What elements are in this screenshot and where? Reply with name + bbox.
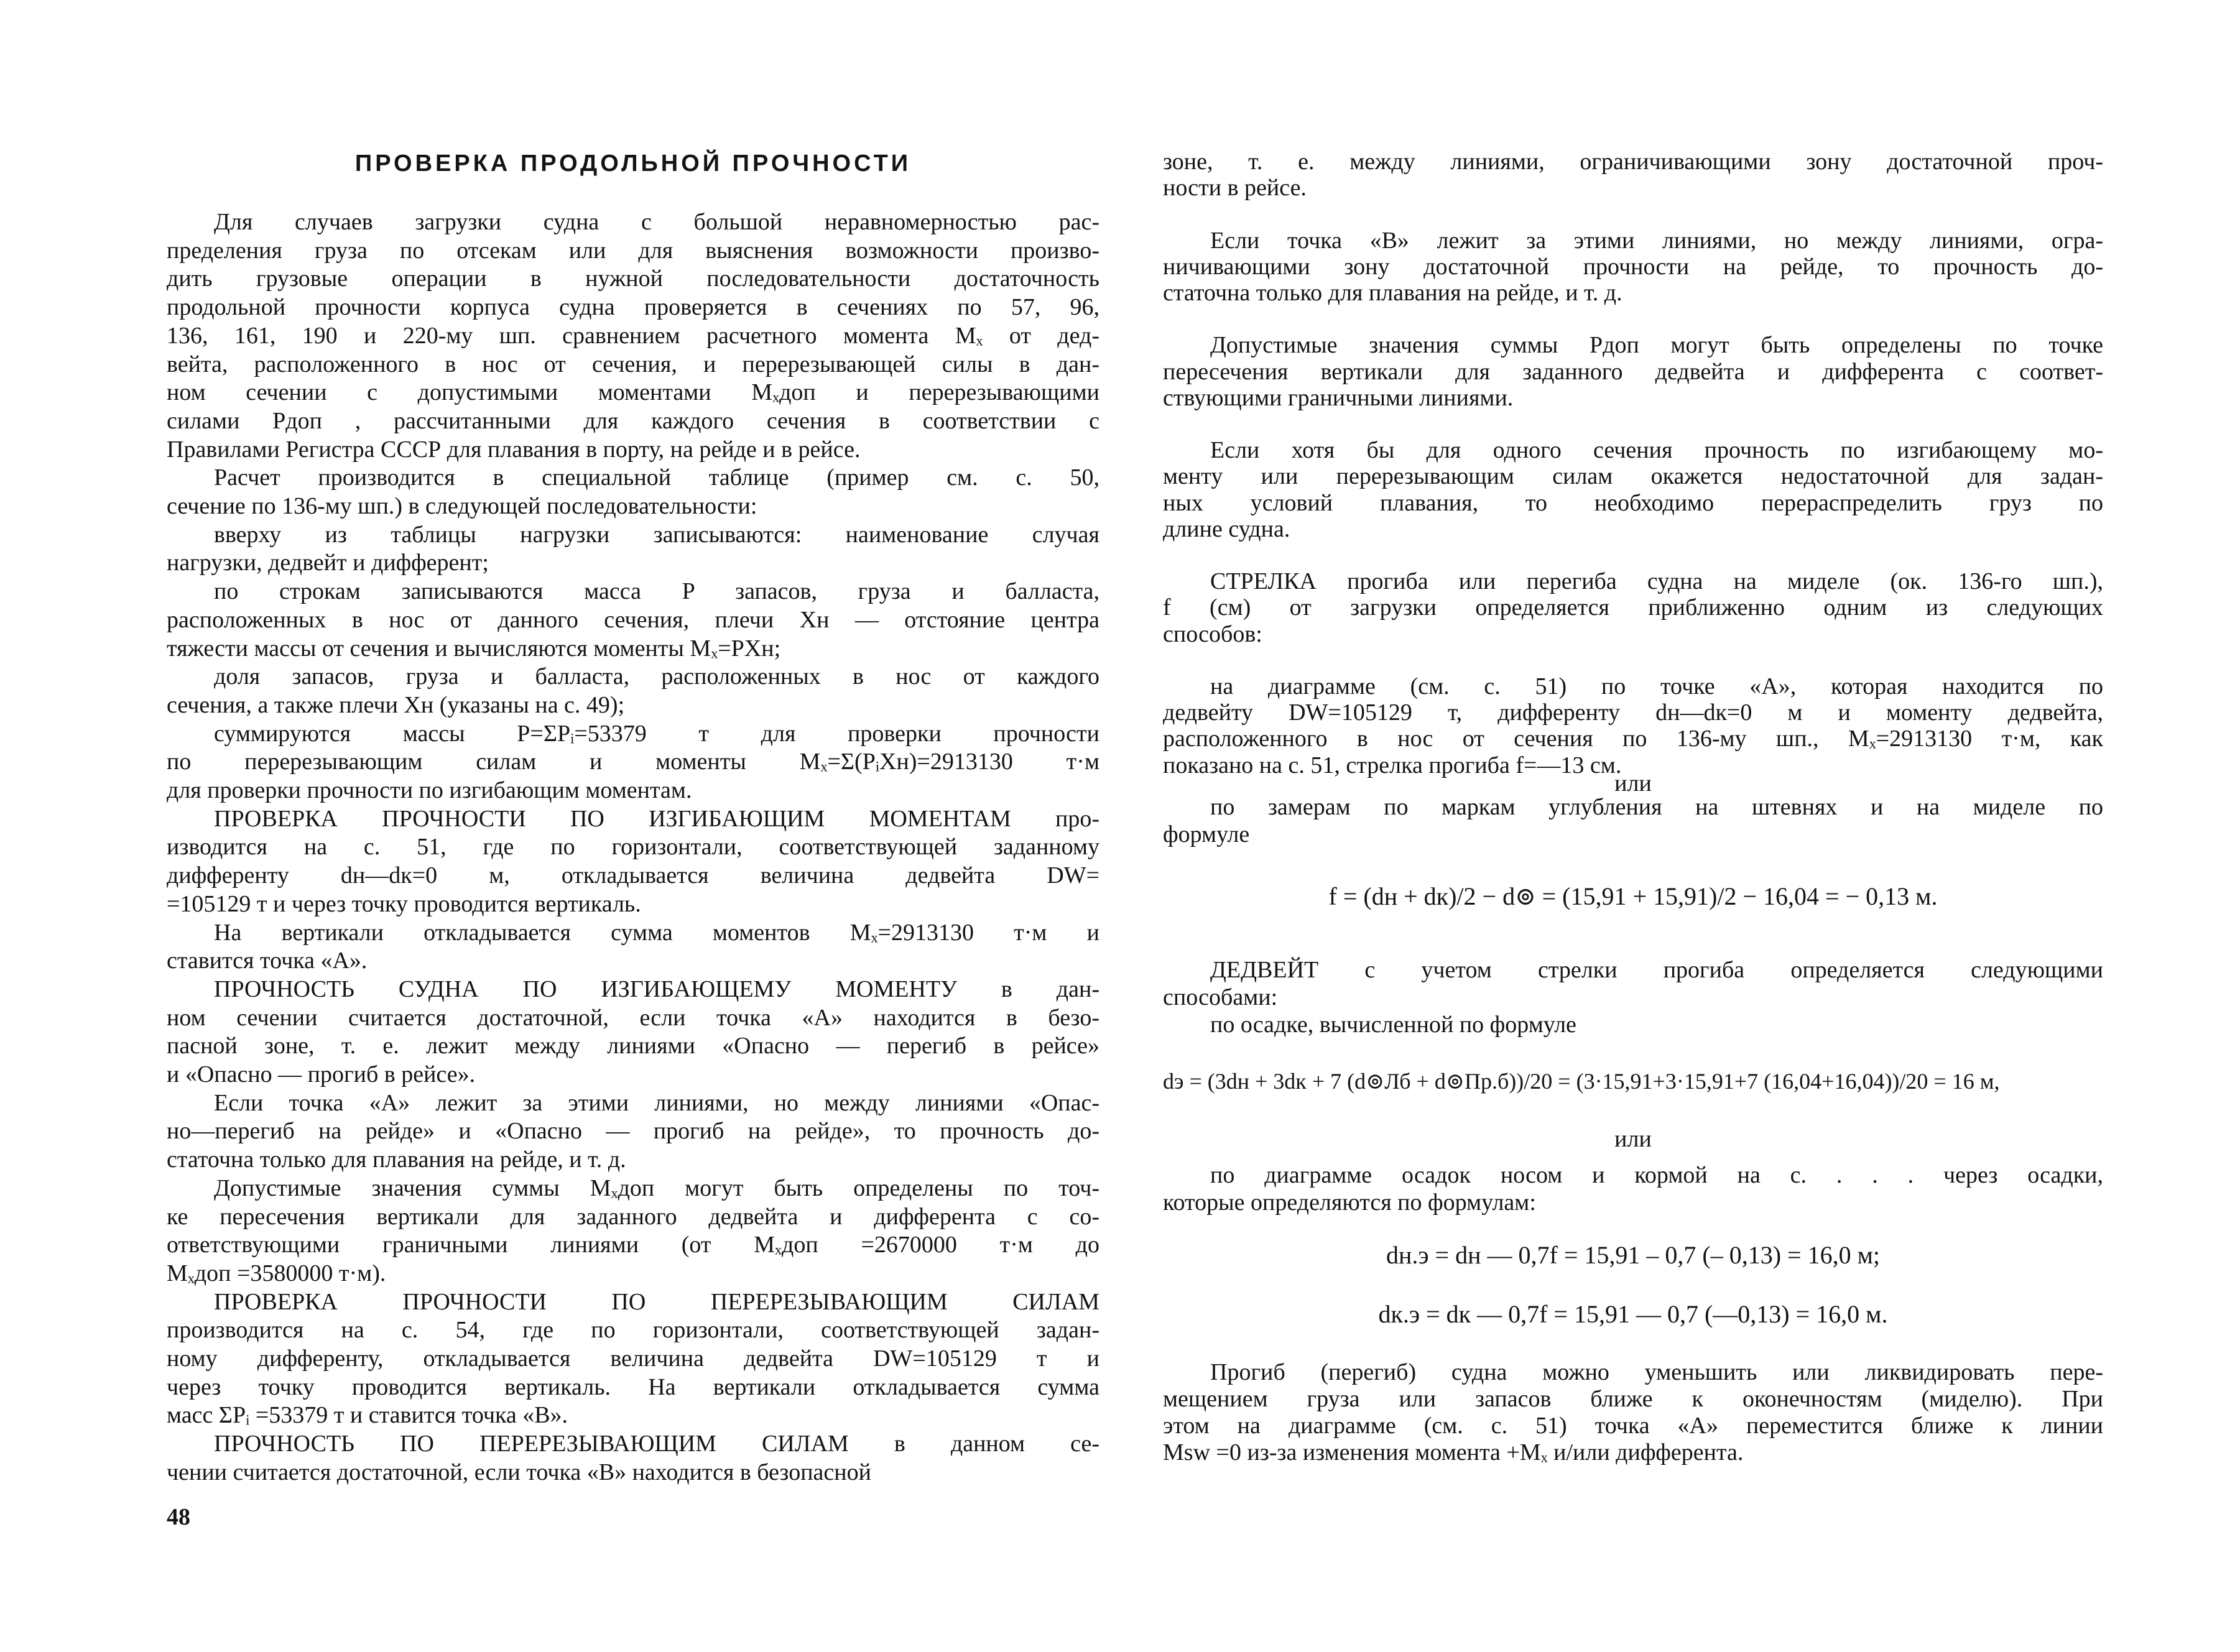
text-line: Допустимые значения суммы Mₓдоп могут быть определены по точ- <box>167 1174 1099 1201</box>
text-line: ПРОЧНОСТЬ ПО ПЕРЕРЕЗЫВАЮЩИМ СИЛАМ в данном се- <box>167 1431 1099 1457</box>
text-line: На вертикали откладывается сумма моментов Mₓ=2913130 т·м и <box>167 919 1099 946</box>
text-line: пределения груза по отсекам или для выяснения возможности произво- <box>167 237 1099 264</box>
text-line: пересечения вертикали для заданного дедвейта и дифферента с соответ- <box>1163 358 2103 385</box>
text-line: ПРОВЕРКА ПРОЧНОСТИ ПО ИЗГИБАЮЩИМ МОМЕНТАМ про- <box>167 805 1099 832</box>
text-line: Если точка «A» лежит за этими линиями, но между линиями «Опас- <box>167 1089 1099 1116</box>
text-line: ПРОВЕРКА ПРОЧНОСТИ ПО ПЕРЕРЕЗЫВАЮЩИМ СИЛАМ <box>167 1288 1099 1315</box>
page-number: 48 <box>167 1504 190 1530</box>
text-line: которые определяются по формулам: <box>1163 1189 1536 1216</box>
text-line: чении считается достаточной, если точка «B» находится в безопасной <box>167 1459 871 1485</box>
text-line: Если хотя бы для одного сечения прочность по изгибающему мо- <box>1163 437 2103 464</box>
text-line: по осадке, вычисленной по формуле <box>1163 1012 1576 1038</box>
text-line: Если точка «B» лежит за этими линиями, но между линиями, огра- <box>1163 227 2103 254</box>
text-line: Для случаев загрузки судна с большой неравномерностью рас- <box>167 209 1099 235</box>
text-line: ном сечении считается достаточной, если точка «A» находится в безо- <box>167 1004 1099 1031</box>
formula-deflection: f = (dн + dк)/2 − d⊚ = (15,91 + 15,91)/2 − 16,04 = − 0,13 м. <box>1328 882 1938 910</box>
or-separator-2: или <box>1614 1126 1652 1152</box>
text-line: ных условий плавания, то необходимо перераспределить груз по <box>1163 489 2103 516</box>
text-line: сечение по 136-му шп.) в следующей последовательности: <box>167 493 757 519</box>
text-line: ответствующими граничными линиями (от Mₓдоп =2670000 т·м до <box>167 1232 1099 1258</box>
formula-equivalent-draft: dэ = (3dн + 3dк + 7 (d⊚Лб + d⊚Пр.б))/20 = (3·15,91+3·15,91+7 (16,04+16,04))/20 = 16 м, <box>1163 1069 2000 1094</box>
text-line: Msw =0 из-за изменения момента +Mₓ и/или дифферента. <box>1163 1439 1744 1465</box>
text-line: =105129 т и через точку проводится вертикаль. <box>167 890 641 917</box>
text-line: ке пересечения вертикали для заданного дедвейта и дифферента с со- <box>167 1203 1099 1230</box>
text-line: СТРЕЛКА прогиба или перегиба судна на миделе (ок. 136-го шп.), <box>1163 568 2103 595</box>
text-line: Правилами Регистра СССР для плавания в порту, на рейде и в рейсе. <box>167 436 861 463</box>
section-title: ПРОВЕРКА ПРОДОЛЬНОЙ ПРОЧНОСТИ <box>354 150 912 177</box>
text-line: через точку проводится вертикаль. На вертикали откладывается сумма <box>167 1373 1099 1400</box>
text-line: расположенного в нос от сечения по 136-му шп., Mₓ=2913130 т·м, как <box>1163 726 2103 752</box>
text-line: длине судна. <box>1163 515 1290 542</box>
text-line: ДЕДВЕЙТ с учетом стрелки прогиба определяется следующими <box>1163 957 2103 983</box>
text-line: тяжести массы от сечения и вычисляются моменты Mₓ=PXн; <box>167 635 781 662</box>
text-line: показано на с. 51, стрелка прогиба f=—13 см. <box>1163 752 1622 778</box>
text-line: нагрузки, дедвейт и дифферент; <box>167 550 489 576</box>
text-line: но—перегиб на рейде» и «Опасно — прогиб на рейде», то прочность до- <box>167 1118 1099 1145</box>
text-line: по строкам записываются масса P запасов, груза и балласта, <box>167 578 1099 605</box>
text-line: статочна только для плавания на рейде, и т. д. <box>167 1147 626 1173</box>
text-line: ствующими граничными линиями. <box>1163 384 1514 411</box>
text-line: по перерезывающим силам и моменты Mₓ=Σ(PᵢXн)=2913130 т·м <box>167 749 1099 775</box>
text-line: силами Pдоп , рассчитанными для каждого сечения в соответствии с <box>167 407 1099 434</box>
text-line: изводится на с. 51, где по горизонтали, соответствующей заданному <box>167 834 1099 861</box>
text-line: формуле <box>1163 821 1250 847</box>
text-line: этом на диаграмме (см. с. 51) точка «A» переместится ближе к линии <box>1163 1413 2103 1439</box>
text-line: Допустимые значения суммы Pдоп могут быть определены по точке <box>1163 332 2103 359</box>
text-line: ному дифференту, откладывается величина дедвейта DW=105129 т и <box>167 1345 1099 1372</box>
text-line: ности в рейсе. <box>1163 175 1307 201</box>
text-line: ПРОЧНОСТЬ СУДНА ПО ИЗГИБАЮЩЕМУ МОМЕНТУ в дан- <box>167 976 1099 1002</box>
text-line: менту или перерезывающим силам окажется недостаточной для задан- <box>1163 463 2103 490</box>
text-line: пасной зоне, т. е. лежит между линиями «Опасно — перегиб в рейсе» <box>167 1033 1099 1059</box>
text-line: ставится точка «A». <box>167 948 368 974</box>
formula-bow-draft: dн.э = dн — 0,7f = 15,91 – 0,7 (– 0,13) = 16,0 м; <box>1386 1241 1881 1269</box>
text-line: доля запасов, груза и балласта, расположенных в нос от каждого <box>167 663 1099 690</box>
text-line: дедвейту DW=105129 т, дифференту dн—dк=0 м и моменту дедвейта, <box>1163 699 2103 726</box>
text-line: 136, 161, 190 и 220-му шп. сравнением расчетного момента Mₓ от дед- <box>167 322 1099 349</box>
text-line: Mₓдоп =3580000 т·м). <box>167 1260 386 1286</box>
text-line: способов: <box>1163 621 1262 647</box>
formula-stern-draft: dк.э = dк — 0,7f = 15,91 — 0,7 (—0,13) = 16,0 м. <box>1378 1300 1888 1328</box>
text-line: и «Опасно — прогиб в рейсе». <box>167 1061 476 1087</box>
text-line: масс ΣPᵢ =53379 т и ставится точка «B». <box>167 1402 568 1429</box>
or-separator-1: или <box>1614 770 1652 796</box>
text-line: сечения, а также плечи Xн (указаны на с. 49); <box>167 691 625 718</box>
text-line: Расчет производится в специальной таблице (пример см. с. 50, <box>167 464 1099 491</box>
text-line: на диаграмме (см. с. 51) по точке «A», которая находится по <box>1163 673 2103 699</box>
text-line: суммируются массы P=ΣPᵢ=53379 т для проверки прочности <box>167 720 1099 747</box>
text-line: вверху из таблицы нагрузки записываются: наименование случая <box>167 521 1099 548</box>
text-line: дить грузовые операции в нужной последовательности достаточность <box>167 265 1099 292</box>
text-line: по замерам по маркам углубления на штевнях и на миделе по <box>1163 794 2103 820</box>
text-line: расположенных в нос от данного сечения, плечи Xн — отстояние центра <box>167 606 1099 633</box>
text-line: способами: <box>1163 984 1278 1010</box>
text-line: ном сечении с допустимыми моментами Mₓдоп и перерезывающими <box>167 379 1099 406</box>
text-line: f (см) от загрузки определяется приближенно одним из следующих <box>1163 594 2103 621</box>
text-line: статочна только для плавания на рейде, и т. д. <box>1163 280 1622 306</box>
text-line: производится на с. 54, где по горизонтали, соответствующей задан- <box>167 1317 1099 1344</box>
text-line: для проверки прочности по изгибающим моментам. <box>167 777 692 803</box>
text-line: зоне, т. е. между линиями, ограничивающими зону достаточной проч- <box>1163 149 2103 175</box>
text-line: продольной прочности корпуса судна проверяется в сечениях по 57, 96, <box>167 294 1099 321</box>
text-line: ничивающими зону достаточной прочности на рейде, то прочность до- <box>1163 253 2103 280</box>
text-line: Прогиб (перегиб) судна можно уменьшить или ликвидировать пере- <box>1163 1359 2103 1385</box>
text-line: по диаграмме осадок носом и кормой на с. . . . через осадки, <box>1163 1162 2103 1188</box>
text-line: мещением груза или запасов ближе к оконечностям (миделю). При <box>1163 1386 2103 1412</box>
text-line: вейта, расположенного в нос от сечения, и перерезывающей силы в дан- <box>167 351 1099 377</box>
text-line: дифференту dн—dк=0 м, откладывается величина дедвейта DW= <box>167 862 1099 889</box>
